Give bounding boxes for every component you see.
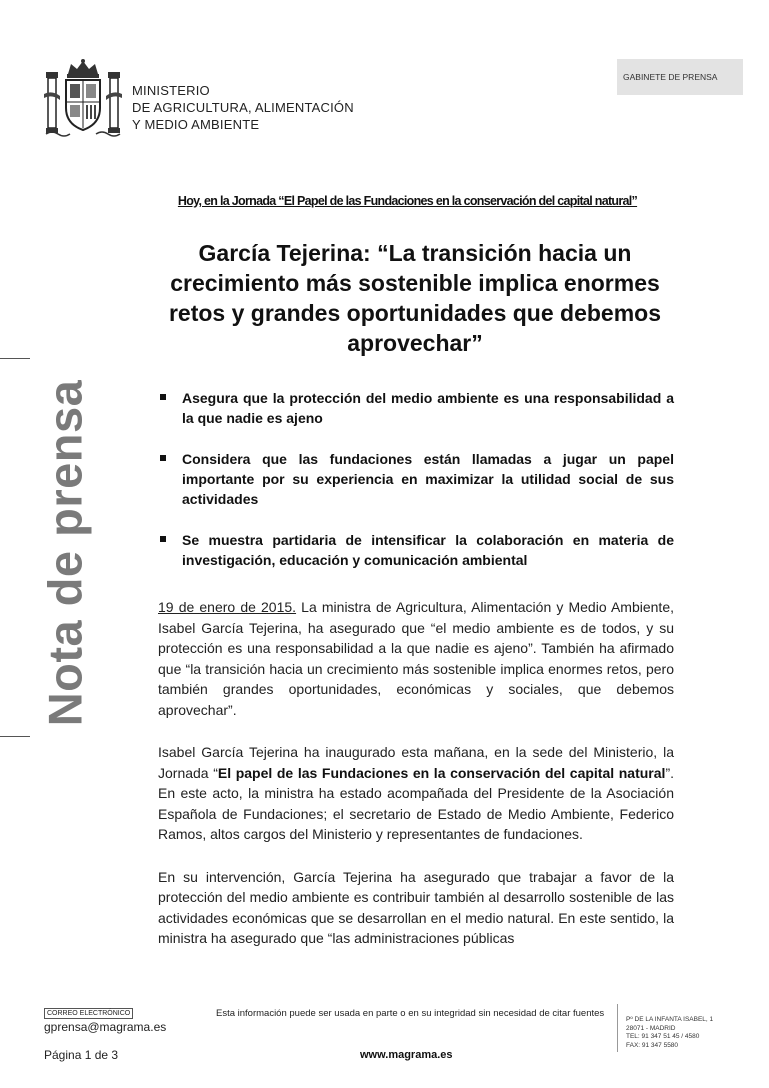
address-line: Pº DE LA INFANTA ISABEL, 1 <box>626 1016 714 1023</box>
paragraph-3 <box>158 867 674 949</box>
side-label-text: Nota de prensa <box>38 379 92 727</box>
side-label <box>40 368 90 738</box>
paragraph-1-text: La ministra de Agricultura, Alimentación y Medio Ambiente, Isabel García Tejerina, ha asegurado que “el medio ambiente es de todos, y su protección es una responsabilidad a la que nadie es ajeno”. También ha afirmado que “la transición hacia un crecimiento más sostenible implica enormes retos, pero también grandes oportunidades, económicas y sociales, que debemos aprovechar”. <box>158 599 675 718</box>
bullet-square-icon <box>160 455 166 461</box>
article-body <box>158 597 674 971</box>
bullet-square-icon <box>160 394 166 400</box>
paragraph-2-text-after: ”. En este acto, la ministra ha estado acompañada del Presidente de la Asociación Española de Fundaciones; el secretario de Estado de Medio Ambiente, Federico Ramos, altos cargos del Ministerio y representantes de fundaciones. <box>158 764 674 842</box>
footer-divider <box>617 1004 618 1052</box>
bullet-text: Se muestra partidaria de intensificar la colaboración en materia de investigación, educación y comunicación ambiental <box>182 532 674 568</box>
website-link[interactable]: www.magrama.es <box>360 1049 453 1061</box>
paragraph-1 <box>158 597 674 720</box>
list-item <box>158 449 674 509</box>
disclaimer: Esta información puede ser usada en parte o en su integridad sin necesidad de citar fuentes <box>216 1008 605 1019</box>
side-rule-bottom <box>0 736 30 737</box>
coat-of-arms-logo <box>44 58 122 138</box>
paragraph-2-text-before: Isabel García Tejerina ha inaugurado esta mañana, en la sede del Ministerio, la Jornada “ <box>158 744 674 781</box>
list-item <box>158 530 674 570</box>
address-line: TEL: 91 347 51 45 / 4580 <box>626 1033 700 1040</box>
bullet-text: Considera que las fundaciones están llamadas a jugar un papel importante por su experiencia en maximizar la utilidad social de sus actividades <box>182 451 674 507</box>
ministry-line-1: MINISTERIO <box>132 83 210 98</box>
page-title: García Tejerina: “La transición hacia un crecimiento más sostenible implica enormes retos y grandes oportunidades que debemos aprovechar” <box>168 240 662 356</box>
paragraph-2 <box>158 742 674 845</box>
ministry-line-2: DE AGRICULTURA, ALIMENTACIÓN <box>132 100 354 115</box>
bullet-square-icon <box>160 536 166 542</box>
date: 19 de enero de 2015. <box>158 599 297 615</box>
ministry-line-3: Y MEDIO AMBIENTE <box>132 117 260 132</box>
email-link[interactable]: gprensa@magrama.es <box>44 1020 167 1034</box>
page-number: Página 1 de 3 <box>44 1048 119 1062</box>
list-item <box>158 388 674 428</box>
press-office-box <box>617 59 743 95</box>
address-line: 28071 - MADRID <box>626 1024 676 1032</box>
ministry-name <box>132 82 354 133</box>
summary-bullets <box>158 388 674 591</box>
address-block <box>626 1016 713 1050</box>
kicker: Hoy, en la Jornada “El Papel de las Fundaciones en la conservación del capital natural” <box>177 194 638 208</box>
address-line: FAX: 91 347 5580 <box>626 1041 679 1049</box>
email-label: CORREO ELECTRÓNICO <box>44 1008 133 1019</box>
bullet-text: Asegura que la protección del medio ambiente es una responsabilidad a la que nadie es ajeno <box>182 390 674 426</box>
event-title: El papel de las Fundaciones en la conservación del capital natural <box>217 764 666 781</box>
press-office-label: GABINETE DE PRENSA <box>623 72 718 82</box>
paragraph-3-text: En su intervención, García Tejerina ha asegurado que trabajar a favor de la protección del medio ambiente es contribuir también al desarrollo sostenible de las actividades económicas que se desarrollan en el medio natural. En este sentido, la ministra ha asegurado que “las administraciones públicas <box>158 868 674 946</box>
side-rule-top <box>0 358 30 359</box>
